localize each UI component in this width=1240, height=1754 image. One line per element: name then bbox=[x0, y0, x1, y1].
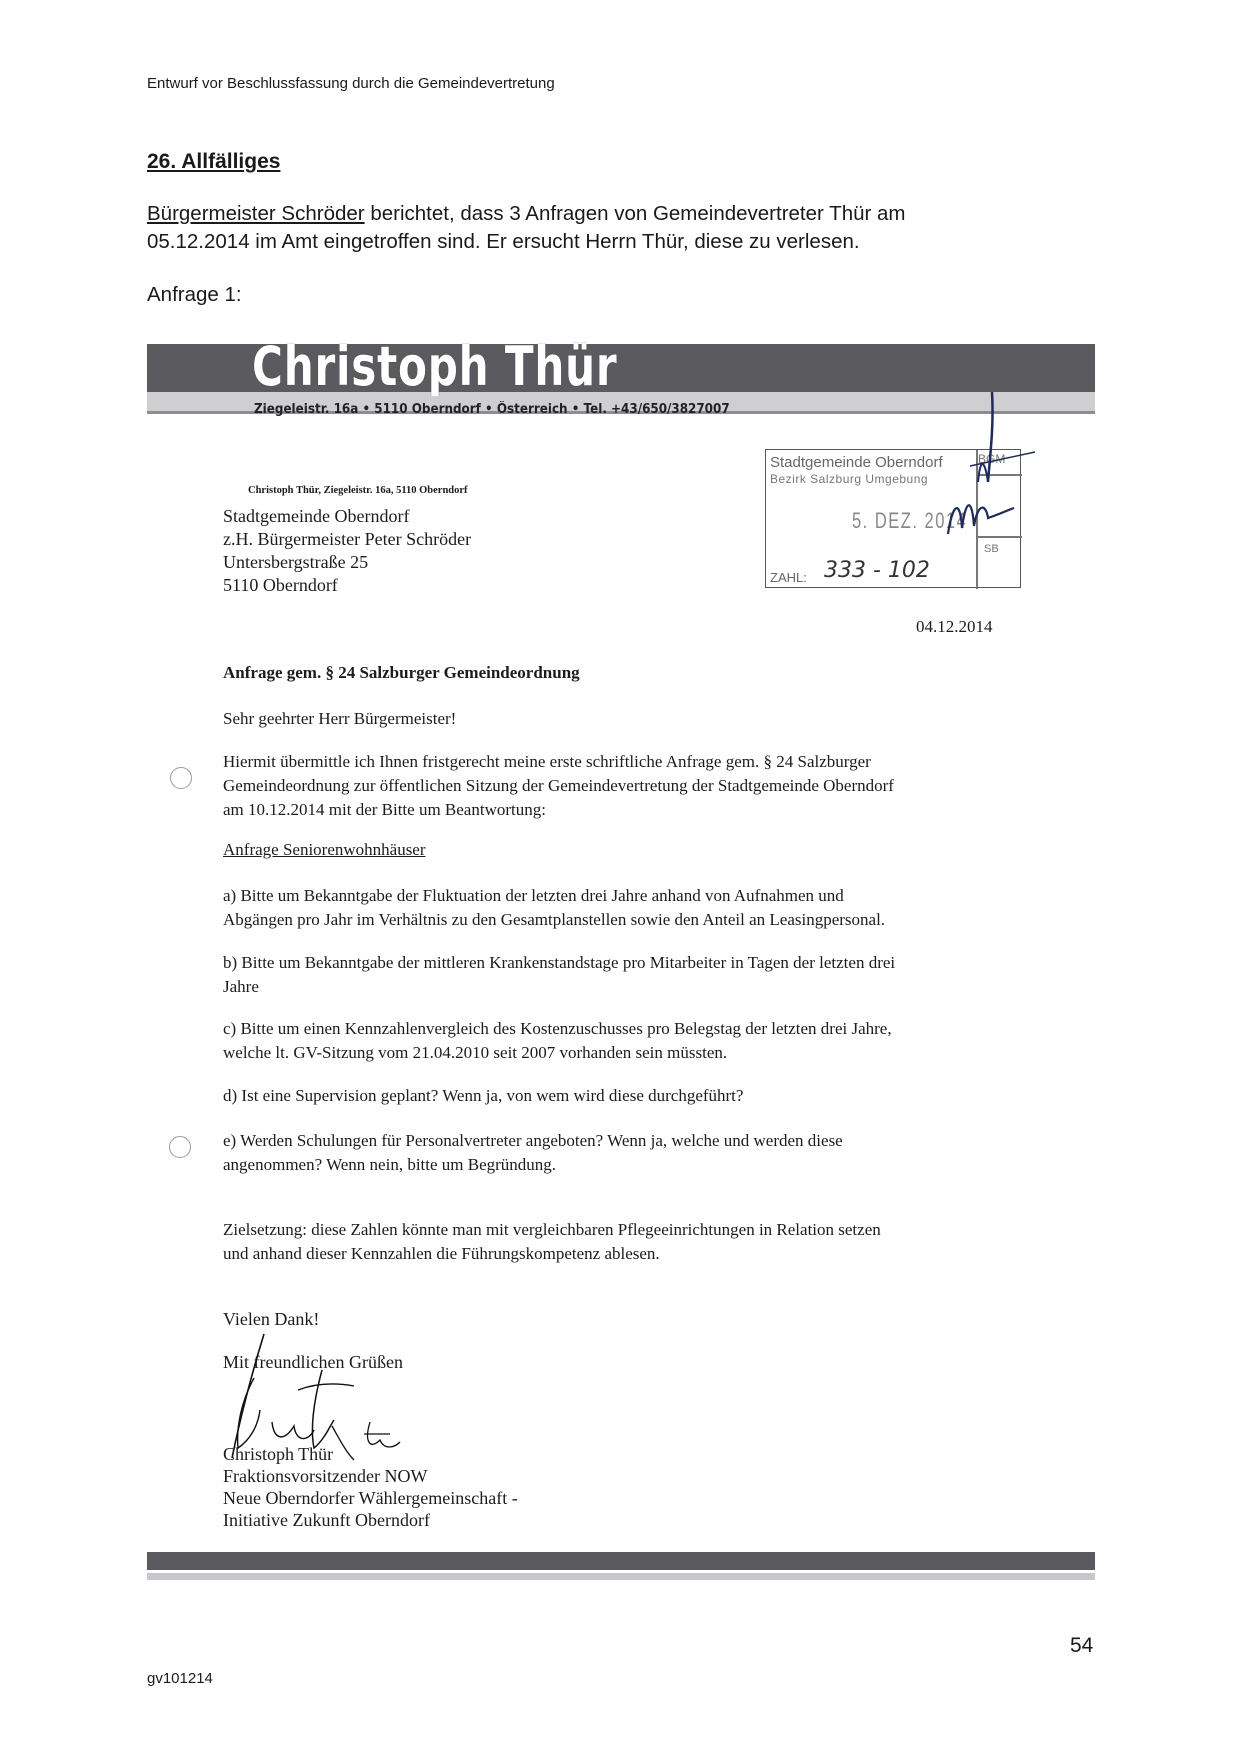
body-line: am 10.12.2014 mit der Bitte um Beantwortung: bbox=[223, 800, 546, 819]
stamp-line-2: Bezirk Salzburg Umgebung bbox=[770, 472, 929, 486]
letterhead-address: Ziegeleistr. 16a • 5110 Oberndorf • Österreich • Tel. +43/650/3827007 bbox=[254, 402, 730, 417]
stamp-zahl-value: 333 - 102 bbox=[824, 558, 930, 583]
signature-block bbox=[223, 1443, 518, 1531]
recipient-line: Untersbergstraße 25 bbox=[223, 552, 369, 572]
draft-note: Entwurf vor Beschlussfassung durch die Gemeindevertretung bbox=[147, 75, 555, 92]
question-line: Abgängen pro Jahr im Verhältnis zu den Gesamtplanstellen sowie den Anteil an Leasingpersonal. bbox=[223, 910, 886, 929]
closing: Mit freundlichen Grüßen bbox=[223, 1352, 403, 1372]
sender-line: Christoph Thür, Ziegeleistr. 16a, 5110 Oberndorf bbox=[248, 485, 468, 496]
letter-subject: Anfrage gem. § 24 Salzburger Gemeindeordnung bbox=[223, 663, 580, 682]
question-line: welche lt. GV-Sitzung vom 21.04.2010 seit 2007 vorhanden sein müssten. bbox=[223, 1043, 728, 1062]
goal-paragraph bbox=[223, 1218, 881, 1266]
question-line: c) Bitte um einen Kennzahlenvergleich des Kostenzuschusses pro Belegstag der letzten drei Jahre, bbox=[223, 1019, 892, 1038]
stamp-bgm: BGM bbox=[978, 452, 1006, 466]
stamp-handwriting bbox=[940, 386, 1050, 536]
body-line: Gemeindeordnung zur öffentlichen Sitzung der Gemeindevertretung der Stadtgemeinde Oberndorf bbox=[223, 776, 894, 795]
body-line: Hiermit übermittle ich Ihnen fristgerecht meine erste schriftliche Anfrage gem. § 24 Salzburger bbox=[223, 752, 871, 771]
body-intro bbox=[223, 750, 894, 822]
intro-line-1 bbox=[147, 202, 906, 226]
page-number: 54 bbox=[1070, 1634, 1094, 1657]
thanks: Vielen Dank! bbox=[223, 1309, 320, 1329]
request-label: Anfrage 1: bbox=[147, 283, 242, 306]
letter-footer-bar bbox=[147, 1552, 1095, 1570]
question-b bbox=[223, 951, 895, 999]
section-title: 26. Allfälliges bbox=[147, 150, 281, 173]
question-d bbox=[223, 1084, 743, 1108]
recipient-address bbox=[223, 505, 471, 597]
recipient-line: Stadtgemeinde Oberndorf bbox=[223, 506, 410, 526]
letterhead-name: Christoph Thür bbox=[252, 335, 618, 398]
punch-hole bbox=[169, 1136, 191, 1158]
question-line: angenommen? Wenn nein, bitte um Begründung. bbox=[223, 1155, 557, 1174]
topic-heading: Anfrage Seniorenwohnhäuser bbox=[223, 840, 426, 859]
question-e bbox=[223, 1129, 843, 1177]
question-a bbox=[223, 884, 885, 932]
question-line: b) Bitte um Bekanntgabe der mittleren Krankenstandstage pro Mitarbeiter in Tagen der letzten drei bbox=[223, 953, 896, 972]
intro-line-1-rest: berichtet, dass 3 Anfragen von Gemeindevertreter Thür am bbox=[364, 202, 906, 225]
doc-code: gv101214 bbox=[147, 1670, 213, 1687]
stamp-line-1: Stadtgemeinde Oberndorf bbox=[770, 454, 943, 471]
punch-hole bbox=[170, 767, 192, 789]
stamp-zahl-label: ZAHL: bbox=[770, 570, 807, 585]
letter-date: 04.12.2014 bbox=[916, 617, 993, 636]
recipient-line: z.H. Bürgermeister Peter Schröder bbox=[223, 529, 472, 549]
question-line: a) Bitte um Bekanntgabe der Fluktuation der letzten drei Jahre anhand von Aufnahmen und bbox=[223, 886, 844, 905]
goal-line: und anhand dieser Kennzahlen die Führungskompetenz ablesen. bbox=[223, 1244, 660, 1263]
stamp-divider bbox=[976, 536, 1022, 538]
letter-footer-rule bbox=[147, 1573, 1095, 1580]
stamp-date: 5. DEZ. 2014 bbox=[852, 508, 968, 533]
salutation: Sehr geehrter Herr Bürgermeister! bbox=[223, 709, 457, 728]
signature-name: Christoph Thür bbox=[223, 1444, 334, 1464]
goal-line: Zielsetzung: diese Zahlen könnte man mit vergleichbaren Pflegeeinrichtungen in Relation setzen bbox=[223, 1220, 881, 1239]
signature-line: Initiative Zukunft Oberndorf bbox=[223, 1510, 430, 1530]
question-line: d) Ist eine Supervision geplant? Wenn ja, von wem wird diese durchgeführt? bbox=[223, 1086, 744, 1105]
intro-speaker: Bürgermeister Schröder bbox=[147, 202, 365, 225]
signature-line: Fraktionsvorsitzender NOW bbox=[223, 1466, 428, 1486]
stamp-sb: SB bbox=[984, 543, 999, 555]
question-c bbox=[223, 1017, 892, 1065]
question-line: e) Werden Schulungen für Personalvertreter angeboten? Wenn ja, welche und werden diese bbox=[223, 1131, 843, 1150]
intro-line-2: 05.12.2014 im Amt eingetroffen sind. Er ersucht Herrn Thür, diese zu verlesen. bbox=[147, 230, 860, 253]
recipient-line: 5110 Oberndorf bbox=[223, 575, 338, 595]
question-line: Jahre bbox=[223, 977, 259, 996]
signature-line: Neue Oberndorfer Wählergemeinschaft - bbox=[223, 1488, 518, 1508]
